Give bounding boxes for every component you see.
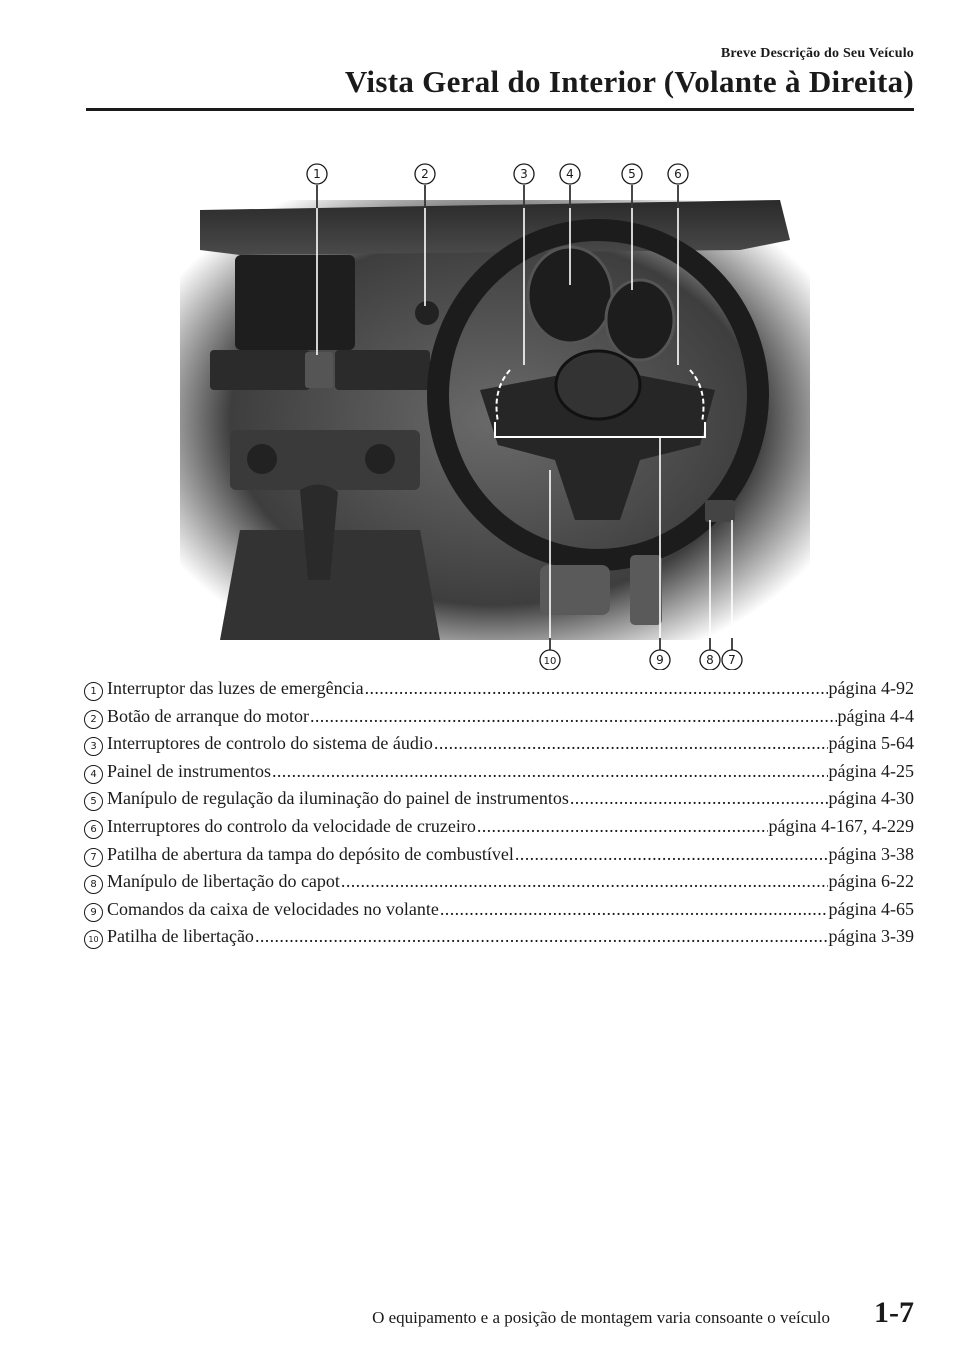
list-item — [84, 788, 914, 816]
list-item — [84, 678, 914, 706]
item-number: 1 — [84, 682, 103, 701]
page-reference: página 4-167, 4-229 — [768, 815, 914, 836]
item-number: 10 — [84, 930, 103, 949]
callout-1: 1 — [313, 167, 321, 181]
climate-knob-left — [247, 444, 277, 474]
callout-7: 7 — [728, 653, 736, 667]
dot-leader — [440, 899, 828, 920]
component-list — [84, 678, 914, 954]
page-reference: página 3-39 — [828, 926, 914, 947]
footer-note: O equipamento e a posição de montagem varia consoante o veículo — [372, 1308, 830, 1327]
dot-leader — [570, 788, 828, 809]
callout-5: 5 — [628, 167, 636, 181]
callout-6: 6 — [674, 167, 682, 181]
callout-2: 2 — [421, 167, 429, 181]
list-item — [84, 844, 914, 872]
dot-leader — [310, 706, 837, 727]
page-reference: página 4-65 — [828, 898, 914, 919]
item-label: Patilha de libertação — [107, 926, 254, 947]
list-item — [84, 816, 914, 844]
item-label: Painel de instrumentos — [107, 760, 271, 781]
list-item — [84, 761, 914, 789]
item-label: Patilha de abertura da tampa do depósito de combustível — [107, 843, 514, 864]
item-number: 6 — [84, 820, 103, 839]
callout-3: 3 — [520, 167, 528, 181]
list-item — [84, 871, 914, 899]
air-vent-left — [210, 350, 310, 390]
dot-leader — [341, 871, 828, 892]
page-reference: página 3-38 — [828, 843, 914, 864]
item-number: 7 — [84, 848, 103, 867]
dot-leader — [477, 816, 768, 837]
item-label: Manípulo de libertação do capot — [107, 871, 340, 892]
item-number: 4 — [84, 765, 103, 784]
dot-leader — [515, 844, 828, 865]
item-label: Comandos da caixa de velocidades no volante — [107, 898, 439, 919]
dot-leader — [365, 678, 828, 699]
page-reference: página 5-64 — [828, 733, 914, 754]
list-item — [84, 899, 914, 927]
item-number: 8 — [84, 875, 103, 894]
item-number: 9 — [84, 903, 103, 922]
page-number: 1-7 — [874, 1296, 914, 1329]
fuel-lid-lever-shape — [705, 500, 735, 522]
item-label: Interruptores de controlo do sistema de áudio — [107, 733, 433, 754]
tachometer-shape — [606, 280, 674, 360]
callout-8: 8 — [706, 653, 714, 667]
hazard-switch-shape — [305, 352, 333, 388]
callout-9: 9 — [656, 653, 664, 667]
header-divider — [86, 108, 914, 111]
item-number: 5 — [84, 792, 103, 811]
page-reference: página 6-22 — [828, 871, 914, 892]
callout-4: 4 — [566, 167, 574, 181]
dot-leader — [434, 733, 828, 754]
item-label: Interruptor das luzes de emergência — [107, 678, 364, 698]
item-label: Manípulo de regulação da iluminação do painel de instrumentos — [107, 788, 569, 809]
list-item — [84, 926, 914, 954]
list-item — [84, 706, 914, 734]
section-heading: Breve Descrição do Seu Veículo — [720, 46, 914, 61]
item-number: 2 — [84, 710, 103, 729]
steering-hub — [556, 351, 640, 419]
item-label: Interruptores do controlo da velocidade de cruzeiro — [107, 815, 476, 836]
page-reference: página 4-30 — [828, 788, 914, 809]
page-reference: página 4-25 — [828, 760, 914, 781]
air-vent-right — [335, 350, 430, 390]
list-item — [84, 733, 914, 761]
callout-10: 10 — [543, 656, 557, 667]
start-button-shape — [415, 301, 439, 325]
page-reference: página 4-92 — [828, 678, 914, 698]
item-label: Botão de arranque do motor — [107, 705, 309, 726]
page-reference: página 4-4 — [837, 705, 914, 726]
interior-illustration — [180, 160, 810, 670]
page-title: Vista Geral do Interior (Volante à Direita) — [344, 64, 914, 99]
dot-leader — [255, 926, 828, 947]
climate-knob-right — [365, 444, 395, 474]
item-number: 3 — [84, 737, 103, 756]
center-display — [235, 255, 355, 350]
dot-leader — [272, 761, 828, 782]
accelerator-pedal — [630, 555, 662, 625]
